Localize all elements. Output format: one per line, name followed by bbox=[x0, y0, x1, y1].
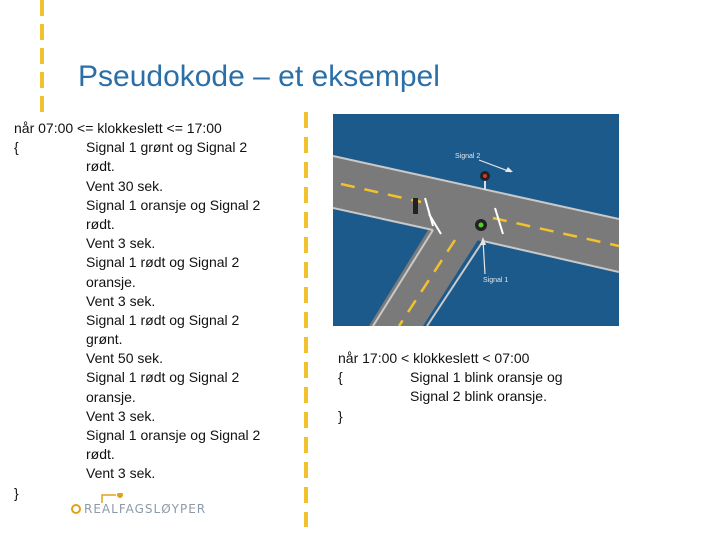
code-line bbox=[14, 253, 294, 272]
logo-gear-icon bbox=[72, 505, 80, 513]
code-line bbox=[14, 292, 294, 311]
code-line bbox=[14, 349, 294, 368]
code-statement: Signal 1 rødt og Signal 2 bbox=[86, 254, 240, 271]
code-line bbox=[14, 234, 294, 253]
code-statement: Vent 3 sek. bbox=[86, 465, 156, 482]
daytime-condition: når 07:00 <= klokkeslett <= 17:00 bbox=[14, 120, 222, 136]
code-statement: oransje. bbox=[86, 388, 136, 405]
code-line bbox=[14, 273, 294, 292]
intersection-diagram bbox=[333, 114, 619, 326]
code-statement: grønt. bbox=[86, 331, 123, 348]
code-line bbox=[14, 215, 294, 234]
night-condition: når 17:00 < klokkeslett < 07:00 bbox=[338, 350, 530, 366]
code-line bbox=[14, 388, 294, 407]
code-statement: Vent 3 sek. bbox=[86, 407, 156, 424]
code-statement: Signal 1 rødt og Signal 2 bbox=[86, 311, 240, 328]
code-statement: rødt. bbox=[86, 215, 115, 232]
code-line bbox=[338, 387, 638, 406]
code-line bbox=[14, 311, 294, 330]
code-line bbox=[14, 407, 294, 426]
code-statement: Signal 1 blink oransje og bbox=[410, 369, 563, 386]
code-statement: Vent 3 sek. bbox=[86, 235, 156, 252]
logo-text: REALFAGSLØYPER bbox=[84, 502, 207, 516]
code-statement: Signal 2 blink oransje. bbox=[410, 388, 547, 405]
slide-title: Pseudokode – et eksempel bbox=[78, 60, 440, 93]
open-brace: { bbox=[338, 369, 343, 386]
code-line bbox=[14, 368, 294, 387]
code-statement: Signal 1 rødt og Signal 2 bbox=[86, 369, 240, 386]
realfagsloyper-logo bbox=[70, 493, 207, 527]
traffic-light-icon bbox=[413, 198, 418, 214]
code-statement: Signal 1 grønt og Signal 2 bbox=[86, 139, 248, 156]
code-statement: rødt. bbox=[86, 158, 115, 175]
open-brace: { bbox=[14, 139, 19, 156]
close-brace: } bbox=[14, 484, 19, 501]
code-line bbox=[14, 177, 294, 196]
code-statement: oransje. bbox=[86, 273, 136, 290]
code-line bbox=[14, 138, 294, 157]
code-line bbox=[14, 426, 294, 445]
side-road bbox=[369, 222, 483, 326]
code-line bbox=[14, 196, 294, 215]
code-line bbox=[14, 464, 294, 483]
code-statement: Signal 1 oransje og Signal 2 bbox=[86, 427, 261, 443]
code-line bbox=[338, 368, 638, 387]
signal-1-arrow bbox=[483, 240, 485, 274]
code-line bbox=[14, 157, 294, 176]
main-road bbox=[333, 156, 619, 272]
top-dashed-accent-line bbox=[38, 0, 46, 115]
code-line bbox=[14, 330, 294, 349]
code-statement: Vent 30 sek. bbox=[86, 177, 164, 194]
close-brace: } bbox=[338, 407, 343, 424]
night-code-block bbox=[338, 349, 638, 426]
code-line bbox=[14, 445, 294, 464]
code-statement: Signal 1 oransje og Signal 2 bbox=[86, 196, 261, 213]
signal-1-label: Signal 1 bbox=[483, 277, 509, 284]
signal-2-label: Signal 2 bbox=[455, 153, 481, 160]
code-statement: Vent 50 sek. bbox=[86, 350, 164, 367]
code-statement: Vent 3 sek. bbox=[86, 292, 156, 309]
daytime-code-block bbox=[14, 119, 294, 503]
middle-dashed-accent-line bbox=[302, 112, 310, 527]
code-statement: rødt. bbox=[86, 446, 115, 463]
